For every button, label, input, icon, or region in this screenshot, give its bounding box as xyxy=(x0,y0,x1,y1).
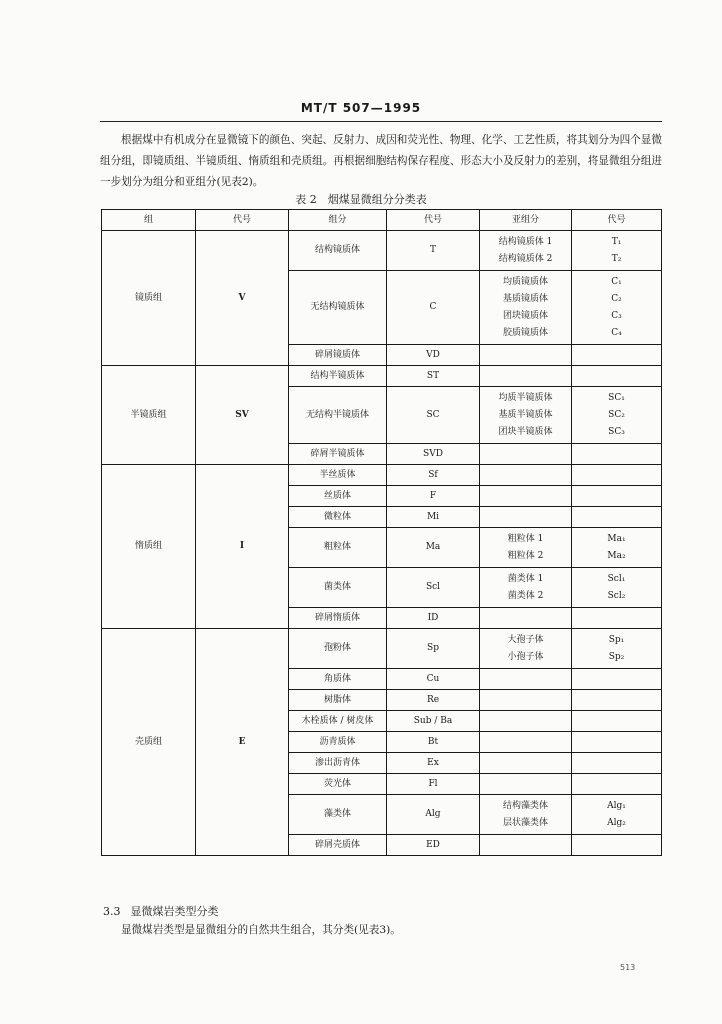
section-heading xyxy=(103,903,229,919)
component-name-cell: 结构半镜质体 xyxy=(289,366,387,387)
subcomponent-name: 团块半镜质体 xyxy=(498,426,553,437)
component-code-cell: Re xyxy=(387,690,480,711)
header-component-code: 代号 xyxy=(387,210,480,231)
subcomponent-name: 粗粒体 1 xyxy=(507,533,544,544)
component-name-cell: 粗粒体 xyxy=(289,528,387,568)
component-code-cell: Sub / Ba xyxy=(387,711,480,732)
component-name-cell: 半丝质体 xyxy=(289,465,387,486)
section-number: 3.3 xyxy=(103,905,121,918)
subcomponent-name-cell xyxy=(480,629,572,669)
component-name-cell: 微粒体 xyxy=(289,507,387,528)
group-code-cell: V xyxy=(196,231,289,366)
subcomponent-name-cell xyxy=(480,528,572,568)
table-row xyxy=(102,465,662,486)
component-code-cell: VD xyxy=(387,345,480,366)
group-code-cell: I xyxy=(196,465,289,629)
subcomponent-code-cell xyxy=(572,444,662,465)
subcomponent-code-cell xyxy=(572,711,662,732)
subcomponent-name-cell xyxy=(480,271,572,345)
subcomponent-code: Ma₂ xyxy=(607,550,626,561)
component-name-cell: 孢粉体 xyxy=(289,629,387,669)
subcomponent-name-cell xyxy=(480,345,572,366)
header-subcomponent: 亚组分 xyxy=(480,210,572,231)
subcomponent-name-cell xyxy=(480,231,572,271)
subcomponent-name: 结构镜质体 2 xyxy=(498,253,553,264)
subcomponent-name-cell xyxy=(480,690,572,711)
group-name-cell: 壳质组 xyxy=(102,629,196,856)
subcomponent-name: 基质镜质体 xyxy=(502,293,548,304)
subcomponent-name-cell xyxy=(480,444,572,465)
subcomponent-code-cell xyxy=(572,345,662,366)
header-rule xyxy=(100,121,662,122)
subcomponent-code: C₄ xyxy=(611,327,622,338)
subcomponent-code: Alg₁ xyxy=(607,800,626,811)
subcomponent-code: SC₃ xyxy=(608,426,625,437)
subcomponent-name: 胶质镜质体 xyxy=(502,327,548,338)
subcomponent-code-cell xyxy=(572,366,662,387)
component-name-cell: 藻类体 xyxy=(289,795,387,835)
table-row xyxy=(102,231,662,271)
component-code-cell: ST xyxy=(387,366,480,387)
component-code-cell: Bt xyxy=(387,732,480,753)
subcomponent-code: Ma₁ xyxy=(607,533,626,544)
subcomponent-name: 结构镜质体 1 xyxy=(498,236,553,247)
subcomponent-code: Scl₂ xyxy=(607,590,626,601)
component-name-cell: 碎屑半镜质体 xyxy=(289,444,387,465)
subcomponent-code-cell xyxy=(572,528,662,568)
subcomponent-code: Sp₁ xyxy=(608,634,625,645)
component-name-cell: 结构镜质体 xyxy=(289,231,387,271)
subcomponent-name-cell xyxy=(480,465,572,486)
intro-paragraph: 根据煤中有机成分在显微镜下的颜色、突起、反射力、成因和荧光性、物理、化学、工艺性质，将其划分为四个显微组分组，即镜质组、半镜质组、惰质组和壳质组。再根据细胞结构保存程度、形态大小及反射力的差别，将显微组分组进一步划分为组分和亚组分(见表2)。 xyxy=(100,134,662,188)
subcomponent-name-cell xyxy=(480,608,572,629)
subcomponent-name-cell xyxy=(480,669,572,690)
component-code-cell: Scl xyxy=(387,568,480,608)
component-code-cell: Sp xyxy=(387,629,480,669)
component-name-cell: 碎屑惰质体 xyxy=(289,608,387,629)
component-code-cell: Alg xyxy=(387,795,480,835)
header-subcomponent-code: 代号 xyxy=(572,210,662,231)
subcomponent-name: 结构藻类体 xyxy=(502,800,548,811)
subcomponent-code: T₁ xyxy=(611,236,622,247)
component-name-cell: 木栓质体 / 树皮体 xyxy=(289,711,387,732)
header-group-code: 代号 xyxy=(196,210,289,231)
component-code-cell: Cu xyxy=(387,669,480,690)
subcomponent-code: C₂ xyxy=(611,293,622,304)
subcomponent-code: Sp₂ xyxy=(608,651,625,662)
subcomponent-code: Scl₁ xyxy=(607,573,626,584)
subcomponent-name: 基质半镜质体 xyxy=(498,409,553,420)
table-row xyxy=(102,366,662,387)
subcomponent-code-cell xyxy=(572,629,662,669)
subcomponent-name: 大孢子体 xyxy=(507,634,544,645)
subcomponent-name-cell xyxy=(480,753,572,774)
subcomponent-code-cell xyxy=(572,568,662,608)
subcomponent-code-cell xyxy=(572,669,662,690)
table-header-row xyxy=(102,210,662,231)
group-name-cell: 惰质组 xyxy=(102,465,196,629)
component-code-cell: SC xyxy=(387,387,480,444)
subcomponent-name-cell xyxy=(480,387,572,444)
subcomponent-name-cell xyxy=(480,568,572,608)
component-name-cell: 沥青质体 xyxy=(289,732,387,753)
section-paragraph: 显微煤岩类型是显微组分的自然共生组合，其分类(见表3)。 xyxy=(121,924,401,936)
section-title: 显微煤岩类型分类 xyxy=(130,905,219,918)
subcomponent-name: 均质半镜质体 xyxy=(498,392,553,403)
subcomponent-name-cell xyxy=(480,711,572,732)
subcomponent-code-cell xyxy=(572,271,662,345)
component-code-cell: ID xyxy=(387,608,480,629)
subcomponent-code: SC₁ xyxy=(608,392,625,403)
subcomponent-code: SC₂ xyxy=(608,409,625,420)
component-code-cell: SVD xyxy=(387,444,480,465)
subcomponent-code-cell xyxy=(572,795,662,835)
subcomponent-name-cell xyxy=(480,835,572,856)
header-group: 组 xyxy=(102,210,196,231)
group-code-cell: SV xyxy=(196,366,289,465)
component-name-cell: 菌类体 xyxy=(289,568,387,608)
subcomponent-name-cell xyxy=(480,366,572,387)
component-name-cell: 无结构半镜质体 xyxy=(289,387,387,444)
table-caption: 表 2 烟煤显微组分分类表 xyxy=(295,193,427,206)
component-code-cell: F xyxy=(387,486,480,507)
component-name-cell: 树脂体 xyxy=(289,690,387,711)
component-name-cell: 渗出沥青体 xyxy=(289,753,387,774)
subcomponent-name-cell xyxy=(480,507,572,528)
subcomponent-code-cell xyxy=(572,732,662,753)
subcomponent-code-cell xyxy=(572,486,662,507)
subcomponent-code-cell xyxy=(572,231,662,271)
subcomponent-code-cell xyxy=(572,387,662,444)
component-name-cell: 无结构镜质体 xyxy=(289,271,387,345)
component-code-cell: Sf xyxy=(387,465,480,486)
subcomponent-code: C₃ xyxy=(611,310,622,321)
subcomponent-name: 菌类体 2 xyxy=(507,590,544,601)
subcomponent-name: 均质镜质体 xyxy=(502,276,548,287)
subcomponent-code-cell xyxy=(572,774,662,795)
subcomponent-code: T₂ xyxy=(611,253,622,264)
component-code-cell: Ma xyxy=(387,528,480,568)
table-body xyxy=(102,231,662,856)
subcomponent-name: 团块镜质体 xyxy=(502,310,548,321)
group-name-cell: 镜质组 xyxy=(102,231,196,366)
subcomponent-name: 菌类体 1 xyxy=(507,573,544,584)
subcomponent-code-cell xyxy=(572,608,662,629)
component-name-cell: 碎屑壳质体 xyxy=(289,835,387,856)
subcomponent-code-cell xyxy=(572,465,662,486)
subcomponent-name: 层状藻类体 xyxy=(502,817,548,828)
subcomponent-code-cell xyxy=(572,835,662,856)
component-code-cell: ED xyxy=(387,835,480,856)
subcomponent-code-cell xyxy=(572,753,662,774)
subcomponent-name-cell xyxy=(480,486,572,507)
component-code-cell: Mi xyxy=(387,507,480,528)
component-name-cell: 荧光体 xyxy=(289,774,387,795)
group-name-cell: 半镜质组 xyxy=(102,366,196,465)
group-code-cell: E xyxy=(196,629,289,856)
subcomponent-name-cell xyxy=(480,795,572,835)
subcomponent-name: 小孢子体 xyxy=(507,651,544,662)
maceral-classification-table xyxy=(101,209,662,856)
subcomponent-code-cell xyxy=(572,507,662,528)
document-header: MT/T 507—1995 xyxy=(300,101,422,115)
component-name-cell: 角质体 xyxy=(289,669,387,690)
table-row xyxy=(102,629,662,669)
component-name-cell: 丝质体 xyxy=(289,486,387,507)
component-code-cell: Ex xyxy=(387,753,480,774)
component-code-cell: T xyxy=(387,231,480,271)
component-name-cell: 碎屑镜质体 xyxy=(289,345,387,366)
subcomponent-code: C₁ xyxy=(611,276,622,287)
component-code-cell: C xyxy=(387,271,480,345)
header-component: 组分 xyxy=(289,210,387,231)
subcomponent-name-cell xyxy=(480,774,572,795)
subcomponent-name-cell xyxy=(480,732,572,753)
page-number: 513 xyxy=(620,963,636,972)
subcomponent-code-cell xyxy=(572,690,662,711)
subcomponent-name: 粗粒体 2 xyxy=(507,550,544,561)
component-code-cell: Fl xyxy=(387,774,480,795)
subcomponent-code: Alg₂ xyxy=(607,817,626,828)
